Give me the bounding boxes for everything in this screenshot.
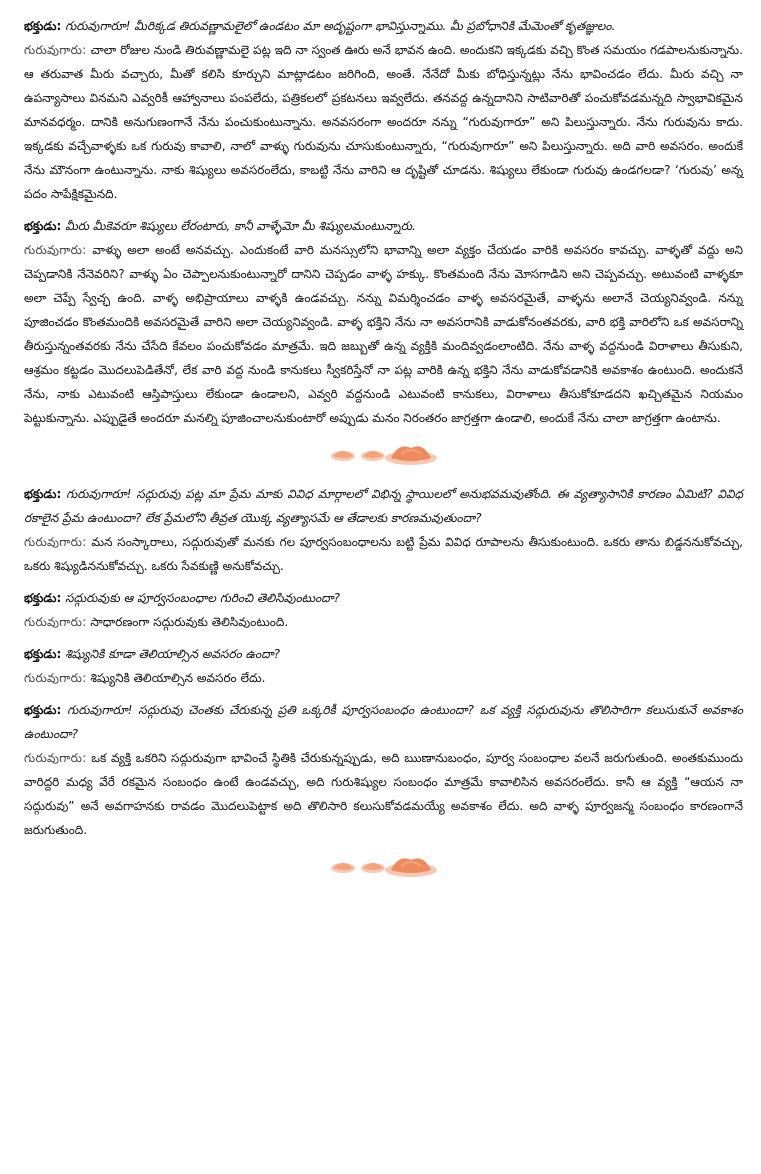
devotee-question (24, 14, 743, 38)
spacer (24, 578, 743, 586)
devotee-question (24, 214, 743, 238)
guru-answer (24, 610, 743, 634)
devotee-label: భక్తుడు: (24, 19, 62, 33)
answer-text: సాధారణంగా సద్గురువుకు తెలిసివుంటుంది. (90, 615, 289, 629)
answer-text: ఒక వ్యక్తి ఒకరిని సద్గురువుగా భావించే స్థితికి చేరుకున్నప్పుడు, అది ఋణానుబంధం, పూర్వ సంబంధాల వలనే జరుగుతుంది. అంతకుముందు వారిద్దరి మధ్య వేరే రకమైన సంబంధం ఉంటే ఉండవచ్చు, అది గురుశిష్యుల సంబంధం మాత్రమే కావాలిసిన అవసరంలేదు. కానీ ఆ వ్యక్తి “ఆయన నా సద్గురువు” అనే అవగాహనకు రావడం మొదలుపెట్టాక అది తొలిసారి కలుసుకోవడమయ్యే అవకాశం లేదు. అది వాళ్ళ పూర్వజన్మ సంబంధం కారణంగానే జరుగుతుంది. (24, 751, 743, 837)
question-text: సద్గురువుకు ఆ పూర్వసంబంధాల గురించి తెలిసివుంటుందా? (65, 591, 341, 605)
answer-text: చాలా రోజుల నుండి తిరువణ్ణామలై పట్ల ఇది నా స్వంత ఊరు అనే భావన ఉంది. అందుకని ఇక్కడకు వచ్చి కొంత సమయం గడపాలనుకున్నాను. ఆ తరువాత మీరు వచ్చారు, మీతో కలిసి కూర్చుని మాట్లాడటం జరిగింది, అంతే. నేనేదో మీకు బోధిస్తున్నట్లు నేను భావించడం లేదు. మీరు వచ్చి నా ఉపన్యాసాలు వినమని ఎవ్వరికీ ఆహ్వానాలు పంపలేదు, పత్రికలలో ప్రకటనలు ఇవ్వలేదు. తనవద్ద ఉన్నదానిని సాటివారితో పంచుకోవడమన్నది స్వాభావికమైన మానవధర్మం. దానికి అనుగుణంగానే నేను పంచుకుంటున్నాను. అనవసరంగా అందరూ నన్ను “గురువుగారూ” అని పిలుస్తున్నారు. నేను గురువును కాదు. ఇక్కడకు వచ్చేవాళ్ళకు ఒక గురువు కావాలి, నాలో వాళ్ళు గురువును చూసుకుంటున్నారు, “గురువుగారూ” అని పిలుస్తున్నారు. అది వారి అవసరం. అందుకే నేను మౌనంగా ఉంటున్నాను. నాకు శిష్యులు అవసరంలేదు, కాబట్టి నేను వారిని ఆ దృష్టితో చూడను. శిష్యులు లేకుండా గురువు ఉండగలడా? ‘గురువు’ అన్న పదం సాపేక్షికమైనది. (24, 43, 743, 201)
question-text: మీరు మీకెవరూ శిష్యులు లేరంటారు, కానీ వాళ్ళేమో మీ శిష్యులమంటున్నారు. (65, 219, 416, 233)
spacer (24, 206, 743, 214)
guru-label: గురువుగారు: (24, 751, 87, 765)
qa-block (24, 642, 743, 690)
section-divider (24, 436, 743, 472)
guru-answer (24, 746, 743, 842)
guru-label: గురువుగారు: (24, 43, 87, 57)
devotee-question (24, 586, 743, 610)
spacer (24, 634, 743, 642)
question-text: గురువుగారూ! సద్గురువు చెంతకు చేరుకున్న ప్రతి ఒక్కరికీ పూర్వసంబంధం ఉంటుందా? ఒక వ్యక్తి సద్గురువును తొలిసారిగా కలుసుకునే అవకాశం ఉంటుందా? (24, 703, 743, 741)
qa-block (24, 14, 743, 206)
devotee-label: భక్తుడు: (24, 703, 62, 717)
guru-label: గురువుగారు: (24, 671, 87, 685)
answer-text: వాళ్ళు అలా అంటే అనవచ్చు. ఎందుకంటే వారి మనస్సులోని భావాన్ని అలా వ్యక్తం చేయడం వారికి అవసరం కావచ్చు. వాళ్ళతో వద్దు అని చెప్పడానికి నేనెవరిని? వాళ్ళు ఏం చెప్పాలనుకుంటున్నారో దానిని చెప్పడం వాళ్ళ హక్కు. కొంతమంది నేను మోసగాడిని అని చెప్పవచ్చు. అటువంటి వాళ్ళకూ అలా చెప్పే స్వేచ్ఛ ఉంది. వాళ్ళ అభిప్రాయాలు వాళ్ళకి ఉండవచ్చు. నన్ను విమర్శించడం వాళ్ళ అవసరమైతే, వాళ్ళను అలానే చెయ్యనివ్వండి. నన్ను పూజించడం కొంతమందికి అవసరమైతే వారిని అలా చెయ్యనివ్వండి. వాళ్ళ భక్తిని నేను నా అవసరానికి వాడుకోనంతవరకు, వారి భక్తి వారిలోని ఒక అవసరాన్ని తీరుస్తున్నంతవరకు నేను చేసేది కేవలం పంచుకోవడం మాత్రమే. ఇది జబ్బుతో ఉన్న వ్యక్తికి మందివ్వడంలాంటిది. నేను వాళ్ళ వద్దనుండి విరాళాలు తీసుకుని, ఆశ్రమం కట్టడం మొదలుపెడితేనో, లేక వారి వద్ద నుండి కానుకలు స్వీకరిస్తేనో నా పట్ల వారికి ఉన్న భక్తిని నేను వాడుకోవడానికి అవకాశం ఉంటుంది. అందుకనే నేను, నాకు ఎటువంటి ఆస్తిపాస్తులు లేకుండా ఉండాలని, ఎవ్వరి వద్దనుండి ఎటువంటి కానుకలు, విరాళాలు తీసుకోకూడదని ఖచ్చితమైన నియమం పెట్టుకున్నాను. ఎప్పుడైతే అందరూ మనల్ని పూజించాలనుకుంటారో అప్పుడు మనం నిరంతరం జాగ్రత్తగా ఉండాలి, అందుకే నేను చాలా జాగ్రత్తగా ఉంటాను. (24, 243, 743, 425)
guru-answer (24, 530, 743, 578)
guru-answer (24, 238, 743, 430)
flower-ornament-icon (329, 438, 449, 468)
question-text: శిష్యునికి కూడా తెలియాల్సిన అవసరం ఉందా? (65, 647, 280, 661)
devotee-label: భక్తుడు: (24, 219, 62, 233)
answer-text: మన సంస్కారాలు, సద్గురువుతో మనకు గల పూర్వసంబంధాలను బట్టి ప్రేమ వివిధ రూపాలను తీసుకుంటుంది. ఒకరు తాను బిడ్డననుకోవచ్చు, ఒకరు శిష్యుడిననుకోవచ్చు. ఒకరు సేవకుణ్ణి అనుకోవచ్చు. (24, 535, 743, 573)
guru-answer (24, 666, 743, 690)
qa-block (24, 482, 743, 578)
devotee-question (24, 698, 743, 746)
answer-text: శిష్యునికి తెలియాల్సిన అవసరం లేదు. (90, 671, 266, 685)
qa-block (24, 586, 743, 634)
guru-label: గురువుగారు: (24, 615, 87, 629)
devotee-question (24, 482, 743, 530)
question-text: గురువుగారూ! మీరిక్కడ తిరువణ్ణామలైలో ఉండటం మా అదృష్టంగా భావిస్తున్నాము. మీ ప్రబోధానికి మేమెంతో కృతజ్ఞులం. (65, 19, 616, 33)
guru-label: గురువుగారు: (24, 535, 87, 549)
question-text: గురువుగారూ! సద్గురువు పట్ల మా ప్రేమ మాకు వివిధ మార్గాలలో విభిన్న స్థాయిలలో అనుభవమవుతోంది. ఈ వ్యత్యాసానికి కారణం ఏమిటి? వివిధ రకాలైన ప్రేమ ఉంటుందా? లేక ప్రేమలోని తీవ్రత యొక్క వ్యత్యాసమే ఆ తేడాలకు కారణమవుతుందా? (24, 487, 743, 525)
qa-block (24, 698, 743, 842)
section-divider (24, 848, 743, 884)
devotee-label: భక్తుడు: (24, 487, 62, 501)
devotee-label: భక్తుడు: (24, 647, 62, 661)
devotee-label: భక్తుడు: (24, 591, 62, 605)
qa-block (24, 214, 743, 430)
guru-label: గురువుగారు: (24, 243, 87, 257)
guru-answer (24, 38, 743, 206)
spacer (24, 690, 743, 698)
flower-ornament-icon (329, 850, 449, 880)
devotee-question (24, 642, 743, 666)
